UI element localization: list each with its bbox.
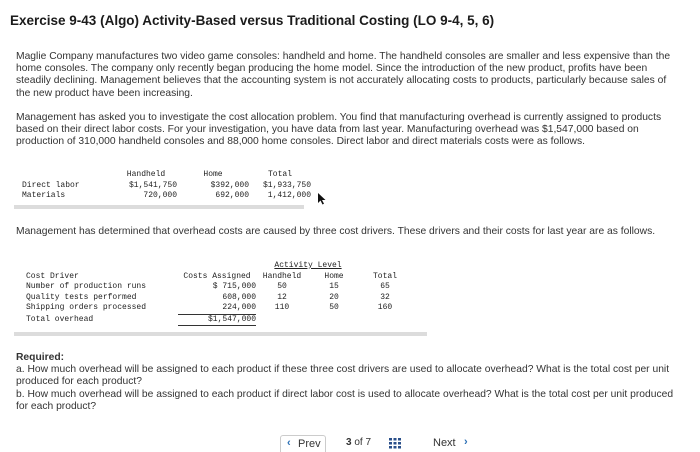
col-header-handheld: Handheld xyxy=(126,170,166,179)
table-divider xyxy=(14,332,427,336)
row-label: Direct labor xyxy=(22,180,80,190)
labor-materials-table xyxy=(22,170,311,202)
requirement-b: b. How much overhead will be assigned to each product if direct labor cost is used to allocate overhead? What is the total cost per unit produced for each product? xyxy=(16,388,674,412)
cell-value: $1,541,750 xyxy=(128,180,177,190)
col-header-total: Total xyxy=(372,271,397,281)
investigation-paragraph: Management has asked you to investigate the cost allocation problem. You find that manufacturing overhead is currently assigned to products based on their direct labor costs. For your investigation, you have data from last year. Manufacturing overhead was $1,547,000 based on production of 310,000 handheld consoles and 88,000 home consoles. Direct labor and direct materials costs were as follows. xyxy=(16,112,662,148)
table-divider xyxy=(14,205,304,209)
intro-paragraph: Maglie Company manufactures two video game consoles: handheld and home. The handheld consoles are smaller and less expensive than the home consoles. The company only recently began producing the home model. Since the introduction of the new product, profits have been steadily declining. Management believes that the accounting system is not accurately allocating costs to products, particularly because sales of the new product have been increasing. xyxy=(16,51,671,99)
required-heading: Required: xyxy=(16,352,65,363)
table-row xyxy=(22,191,311,202)
total-value: 32 xyxy=(380,292,390,302)
total-value: 160 xyxy=(377,303,393,313)
next-label: Next xyxy=(433,437,456,449)
chevron-right-icon: › xyxy=(464,436,468,448)
home-value: 20 xyxy=(329,292,339,302)
col-header-driver: Cost Driver xyxy=(26,271,79,281)
table-row xyxy=(26,293,410,304)
total-overhead-value: $1,547,000 xyxy=(178,314,256,326)
activity-level-header: Activity Level xyxy=(274,261,342,270)
table-row xyxy=(22,181,311,192)
next-button[interactable] xyxy=(429,435,475,451)
page-indicator: 3 of 7 xyxy=(346,437,372,448)
requirement-a: a. How much overhead will be assigned to each product if these three cost drivers are used to allocate overhead? What is the total cost per unit produced for each product? xyxy=(16,364,670,388)
table-row xyxy=(26,282,410,293)
cost-value: $ 715,000 xyxy=(212,282,256,291)
grid-icon[interactable] xyxy=(389,438,401,449)
home-value: 15 xyxy=(329,282,339,291)
total-overhead-label: Total overhead xyxy=(26,314,94,324)
required-section xyxy=(16,352,678,413)
col-header-home: Home xyxy=(203,170,223,179)
total-value: 65 xyxy=(380,282,390,291)
handheld-value: 50 xyxy=(277,282,287,291)
mouse-cursor-icon xyxy=(318,193,326,205)
col-header-total: Total xyxy=(267,170,292,179)
col-header-home: Home xyxy=(324,271,344,281)
pagination-bar xyxy=(0,436,700,452)
cost-drivers-paragraph: Management has determined that overhead costs are caused by three cost drivers. These drivers and their costs for last year are as follows. xyxy=(16,226,656,237)
handheld-value: 110 xyxy=(274,303,290,313)
prev-button[interactable] xyxy=(280,435,326,452)
cell-value: 1,412,000 xyxy=(267,191,311,200)
page-title: Exercise 9-43 (Algo) Activity-Based versus Traditional Costing (LO 9-4, 5, 6) xyxy=(10,13,495,28)
col-header-handheld: Handheld xyxy=(262,271,302,281)
cell-value: 692,000 xyxy=(215,191,249,200)
cell-value: 720,000 xyxy=(143,191,177,200)
cost-driver-table xyxy=(26,261,410,326)
table-row xyxy=(26,314,410,326)
table-row xyxy=(26,303,410,314)
row-label: Materials xyxy=(22,191,66,200)
driver-label: Number of production runs xyxy=(26,282,147,291)
col-header-costs: Costs Assigned xyxy=(183,271,251,281)
driver-label: Quality tests performed xyxy=(26,292,137,302)
cost-value: 608,000 xyxy=(222,292,256,302)
chevron-left-icon: ‹ xyxy=(287,437,291,449)
handheld-value: 12 xyxy=(277,292,287,302)
prev-label: Prev xyxy=(298,438,321,450)
cost-value: 224,000 xyxy=(178,303,256,314)
cell-value: $1,933,750 xyxy=(262,180,311,190)
cell-value: $392,000 xyxy=(210,180,249,190)
home-value: 50 xyxy=(329,303,339,313)
driver-label: Shipping orders processed xyxy=(26,303,147,313)
